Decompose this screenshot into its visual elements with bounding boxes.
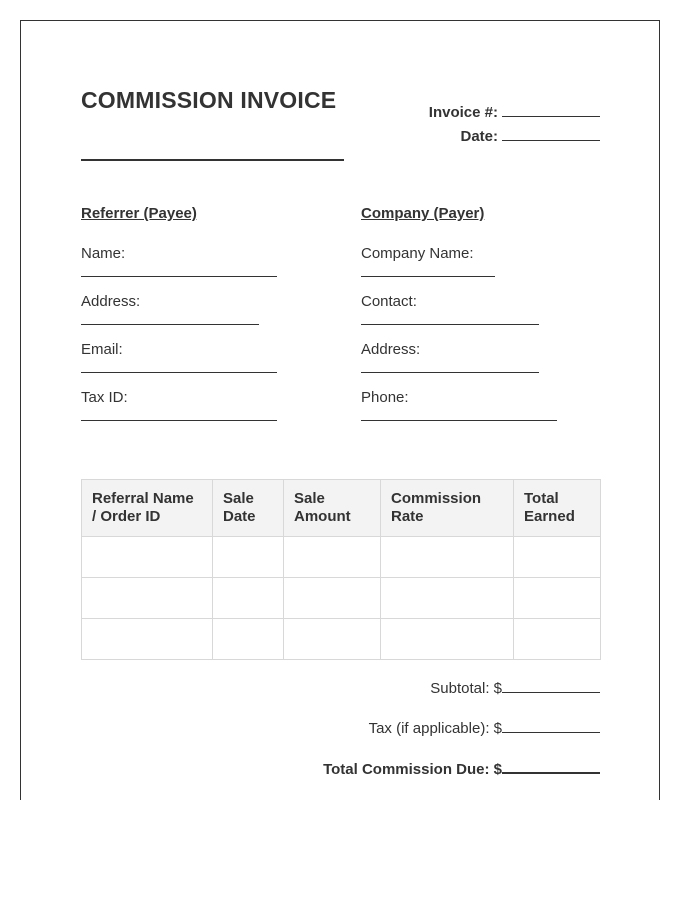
table-cell[interactable] bbox=[514, 578, 601, 619]
referrer-name-label: Name: bbox=[81, 245, 126, 262]
subtotal-label: Subtotal: $ bbox=[430, 680, 502, 697]
referrer-email-label: Email: bbox=[81, 341, 123, 358]
referrer-section bbox=[81, 205, 321, 437]
referrer-email-field bbox=[81, 341, 321, 389]
referrer-address-label: Address: bbox=[81, 293, 141, 310]
table-cell[interactable] bbox=[381, 619, 514, 660]
column-header-referral: Referral Name / Order ID bbox=[82, 480, 213, 537]
referrer-address-blank[interactable] bbox=[81, 324, 259, 325]
company-phone-label: Phone: bbox=[361, 389, 409, 406]
total-due-row bbox=[323, 756, 600, 796]
invoice-number-label: Invoice #: bbox=[428, 104, 498, 121]
company-address-label: Address: bbox=[361, 341, 421, 358]
table-cell[interactable] bbox=[514, 619, 601, 660]
tax-label: Tax (if applicable): $ bbox=[368, 720, 502, 737]
referrer-taxid-field bbox=[81, 389, 321, 437]
referrer-taxid-label: Tax ID: bbox=[81, 389, 128, 406]
referrer-taxid-blank[interactable] bbox=[81, 420, 277, 421]
invoice-number-blank[interactable] bbox=[502, 100, 600, 117]
company-phone-field bbox=[361, 389, 601, 437]
invoice-meta bbox=[429, 100, 600, 148]
table-cell[interactable] bbox=[284, 578, 381, 619]
table-cell[interactable] bbox=[213, 619, 284, 660]
invoice-date-row bbox=[429, 124, 600, 148]
subtotal-blank[interactable] bbox=[502, 676, 600, 693]
company-address-field bbox=[361, 341, 601, 389]
table-cell[interactable] bbox=[381, 578, 514, 619]
table-row bbox=[82, 619, 601, 660]
company-heading: Company (Payer) bbox=[361, 205, 485, 222]
company-name-blank[interactable] bbox=[361, 276, 495, 277]
referrer-email-blank[interactable] bbox=[81, 372, 277, 373]
company-contact-label: Contact: bbox=[361, 293, 417, 310]
commission-table bbox=[81, 479, 601, 660]
tax-blank[interactable] bbox=[502, 716, 600, 733]
table-cell[interactable] bbox=[82, 619, 213, 660]
invoice-date-label: Date: bbox=[460, 128, 498, 145]
invoice-date-blank[interactable] bbox=[502, 124, 600, 141]
company-name-label: Company Name: bbox=[361, 245, 474, 262]
invoice-title: COMMISSION INVOICE bbox=[81, 87, 337, 113]
table-cell[interactable] bbox=[213, 537, 284, 578]
company-phone-blank[interactable] bbox=[361, 420, 557, 421]
total-due-blank[interactable] bbox=[502, 756, 600, 774]
table-cell[interactable] bbox=[284, 619, 381, 660]
referrer-address-field bbox=[81, 293, 321, 341]
table-cell[interactable] bbox=[284, 537, 381, 578]
tax-row bbox=[323, 716, 600, 756]
column-header-commission-rate: Commission Rate bbox=[381, 480, 514, 537]
company-address-blank[interactable] bbox=[361, 372, 539, 373]
subtotal-row bbox=[323, 676, 600, 716]
column-header-sale-amount: Sale Amount bbox=[284, 480, 381, 537]
table-cell[interactable] bbox=[82, 578, 213, 619]
company-name-field bbox=[361, 245, 601, 293]
company-section bbox=[361, 205, 601, 437]
column-header-total-earned: Total Earned bbox=[514, 480, 601, 537]
table-cell[interactable] bbox=[82, 537, 213, 578]
referrer-name-blank[interactable] bbox=[81, 276, 277, 277]
invoice-number-row bbox=[429, 100, 600, 124]
title-underline bbox=[81, 159, 344, 161]
table-cell[interactable] bbox=[381, 537, 514, 578]
company-contact-field bbox=[361, 293, 601, 341]
table-row bbox=[82, 578, 601, 619]
table-header-row bbox=[82, 480, 601, 537]
table-cell[interactable] bbox=[213, 578, 284, 619]
totals-section bbox=[323, 676, 600, 796]
referrer-heading: Referrer (Payee) bbox=[81, 205, 197, 222]
company-contact-blank[interactable] bbox=[361, 324, 539, 325]
referrer-name-field bbox=[81, 245, 321, 293]
table-row bbox=[82, 537, 601, 578]
table-cell[interactable] bbox=[514, 537, 601, 578]
invoice-page bbox=[20, 20, 660, 800]
total-due-label: Total Commission Due: $ bbox=[323, 761, 502, 778]
column-header-sale-date: Sale Date bbox=[213, 480, 284, 537]
